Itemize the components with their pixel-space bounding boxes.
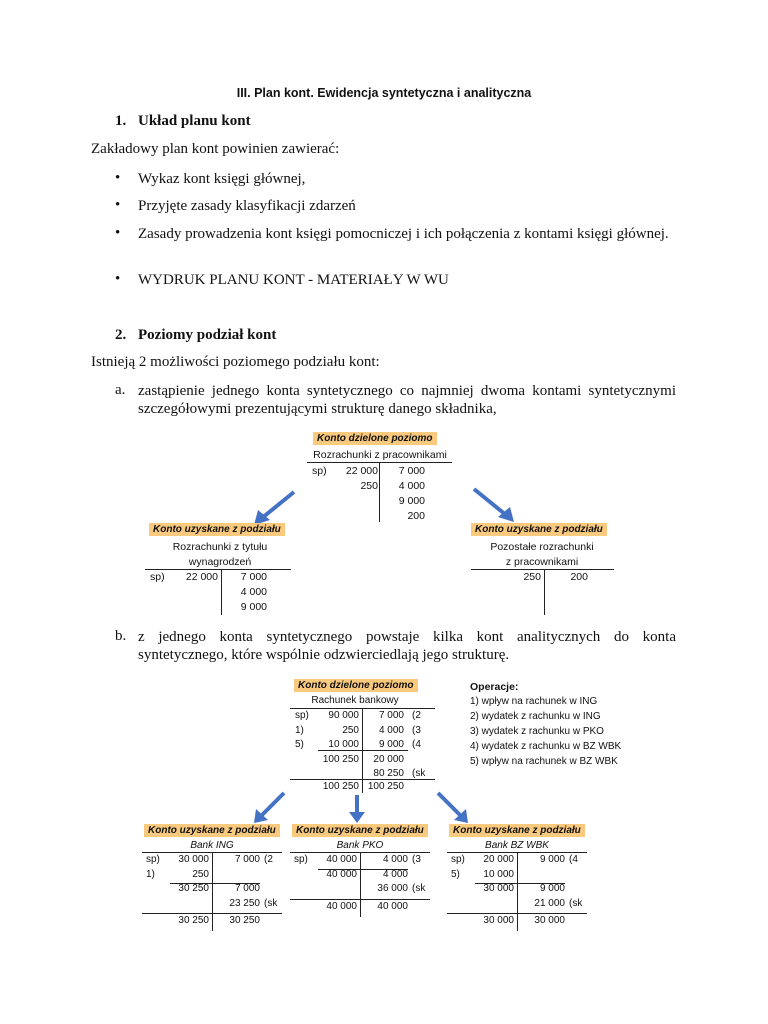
credit-value: 200 <box>570 571 588 583</box>
section-2-heading: Poziomy podział kont <box>138 327 277 343</box>
section-1-intro: Zakładowy plan kont powinien zawierać: <box>91 141 340 157</box>
credit-value: 7 000 <box>234 854 260 865</box>
item-a-letter: a. <box>115 382 126 398</box>
account-name: Bank BZ WBK <box>485 840 549 851</box>
bullet-item <box>115 197 675 215</box>
arrow-down-right-icon <box>468 485 518 525</box>
subtotal-line <box>318 750 408 751</box>
account-label: Konto uzyskane z podziału <box>449 824 585 837</box>
row-note: (3 <box>412 854 421 865</box>
bullet-text: Zasady prowadzenia kont księgi pomocniczej i ich połączenia z kontami księgi głównej. <box>138 226 669 242</box>
bullet-symbol: • <box>115 225 121 241</box>
account-name: Rozrachunki z tytułu <box>172 541 268 553</box>
credit-value: 7 000 <box>240 571 267 583</box>
credit-value: 36 000 <box>377 883 408 894</box>
credit-value: 7 000 <box>398 465 425 477</box>
account-name: Bank ING <box>190 840 234 851</box>
account-marker: sp) <box>312 465 327 477</box>
t-account-mid-line <box>360 852 361 917</box>
t-account-mid-line <box>517 852 518 931</box>
row-marker: 1) <box>146 868 155 880</box>
row-marker: 1) <box>295 724 304 736</box>
debit-value: 22 000 <box>185 571 218 583</box>
credit-value: 23 250 <box>229 897 260 909</box>
t-account-mid-line <box>544 569 545 615</box>
operation-item: 3) wydatek z rachunku w PKO <box>470 726 604 737</box>
debit-value: 10 000 <box>328 739 359 750</box>
total-line <box>142 913 282 914</box>
debit-value: 20 000 <box>483 854 514 865</box>
arrow-down-left-icon <box>250 790 290 826</box>
bullet-item <box>115 271 675 289</box>
credit-value: 7 000 <box>378 710 404 721</box>
total-debit: 40 000 <box>326 900 357 912</box>
account-label: Konto uzyskane z podziału <box>144 824 280 837</box>
account-label: Konto uzyskane z podziału <box>292 824 428 837</box>
row-note: (sk <box>264 897 278 909</box>
arrow-down-left-icon <box>250 488 300 528</box>
row-note: (sk <box>569 897 583 909</box>
row-note: (2 <box>264 854 273 865</box>
operation-item: 4) wydatek z rachunku w BZ WBK <box>470 741 622 752</box>
total-credit: 30 000 <box>534 915 565 926</box>
total-line <box>290 899 430 900</box>
row-marker: sp) <box>295 710 309 721</box>
operation-item: 1) wpływ na rachunek w ING <box>470 696 598 707</box>
debit-value: 250 <box>192 868 209 880</box>
operation-item: 5) wpływ na rachunek w BZ WBK <box>470 756 618 767</box>
account-label: Konto uzyskane z podziału <box>471 523 607 536</box>
arrow-down-icon <box>347 793 367 825</box>
operations-heading: Operacje: <box>470 681 519 693</box>
row-note: (4 <box>412 739 421 750</box>
bullet-text: Przyjęte zasady klasyfikacji zdarzeń <box>138 198 356 214</box>
credit-value: 7 000 <box>234 883 260 894</box>
credit-value: 4 000 <box>398 480 425 492</box>
row-note: (sk <box>412 768 426 779</box>
account-label: Konto dzielone poziomo <box>313 432 437 445</box>
debit-value: 100 250 <box>322 753 359 765</box>
credit-value: 4 000 <box>240 586 267 598</box>
section-2-intro: Istnieją 2 możliwości poziomego podziału kont: <box>91 354 380 370</box>
debit-value: 90 000 <box>328 710 359 721</box>
arrow-down-right-icon <box>432 790 472 826</box>
total-line <box>290 779 435 780</box>
credit-value: 9 000 <box>398 495 425 507</box>
credit-value: 9 000 <box>539 854 565 865</box>
bullet-symbol: • <box>115 197 121 213</box>
total-debit: 30 250 <box>178 915 209 926</box>
t-account-top-line <box>145 569 291 570</box>
debit-value: 40 000 <box>326 868 357 880</box>
t-account-mid-line <box>212 852 213 931</box>
credit-value: 4 000 <box>382 854 408 865</box>
account-name: Rozrachunki z pracownikami <box>313 449 447 461</box>
item-a-text: zastąpienie jednego konta syntetycznego co najmniej dwoma kontami syntetycznymi szczegółowymi prezentującymi strukturę danego składnika, <box>138 383 676 417</box>
row-marker: 5) <box>451 868 460 880</box>
account-name: z pracownikami <box>505 556 579 568</box>
row-marker: sp) <box>146 854 160 865</box>
bullet-symbol: • <box>115 271 121 287</box>
account-marker: sp) <box>150 571 165 583</box>
account-name: Rachunek bankowy <box>311 695 399 706</box>
account-name: Pozostałe rozrachunki <box>490 541 594 553</box>
bullet-text: Wykaz kont księgi głównej, <box>138 171 306 187</box>
operation-item: 2) wydatek z rachunku w ING <box>470 711 601 722</box>
account-label: Konto uzyskane z podziału <box>149 523 285 536</box>
bullet-item <box>115 170 675 188</box>
page-title: III. Plan kont. Ewidencja syntetyczna i analityczna <box>236 86 532 100</box>
credit-value: 9 000 <box>378 739 404 750</box>
credit-value: 200 <box>407 510 425 522</box>
credit-value: 80 250 <box>373 768 404 779</box>
total-credit: 40 000 <box>377 900 408 912</box>
row-note: (3 <box>412 724 421 736</box>
item-b-text: z jednego konta syntetycznego powstaje kilka kont analitycznych do konta syntetycznego, które wspólnie odzwierciedlają jego strukturę. <box>138 629 676 663</box>
credit-value: 4 000 <box>378 724 404 736</box>
account-label: Konto dzielone poziomo <box>294 679 418 692</box>
bullet-item <box>115 225 675 261</box>
t-account-mid-line <box>221 569 222 615</box>
row-marker: sp) <box>294 854 308 865</box>
bullet-text: WYDRUK PLANU KONT - MATERIAŁY W WU <box>138 272 449 288</box>
debit-value: 250 <box>523 571 541 583</box>
credit-value: 4 000 <box>382 868 408 880</box>
debit-value: 40 000 <box>326 854 357 865</box>
credit-value: 21 000 <box>534 897 565 909</box>
section-2-number: 2. <box>115 327 127 343</box>
total-credit: 30 250 <box>229 915 260 926</box>
row-marker: sp) <box>451 854 465 865</box>
row-note: (2 <box>412 710 421 721</box>
row-note: (sk <box>412 883 426 894</box>
account-name: wynagrodzeń <box>188 556 252 568</box>
debit-value: 30 000 <box>483 883 514 894</box>
credit-value: 20 000 <box>373 753 404 765</box>
section-1-number: 1. <box>115 113 127 129</box>
debit-value: 250 <box>360 480 378 492</box>
row-note: (4 <box>569 854 578 865</box>
debit-value: 30 000 <box>178 854 209 865</box>
bullet-symbol: • <box>115 170 121 186</box>
total-debit: 30 000 <box>483 915 514 926</box>
total-credit: 100 250 <box>367 781 404 792</box>
credit-value: 9 000 <box>240 601 267 613</box>
total-line <box>447 913 587 914</box>
account-name: Bank PKO <box>336 840 384 851</box>
debit-value: 250 <box>342 724 359 736</box>
item-b-letter: b. <box>115 628 127 644</box>
row-marker: 5) <box>295 739 304 750</box>
debit-value: 10 000 <box>483 868 514 880</box>
total-debit: 100 250 <box>322 781 359 792</box>
t-account-mid-line <box>379 462 380 522</box>
debit-value: 30 250 <box>178 883 209 894</box>
credit-value: 9 000 <box>539 883 565 894</box>
t-account-top-line <box>471 569 614 570</box>
debit-value: 22 000 <box>345 465 378 477</box>
section-1-heading: Układ planu kont <box>138 113 251 129</box>
